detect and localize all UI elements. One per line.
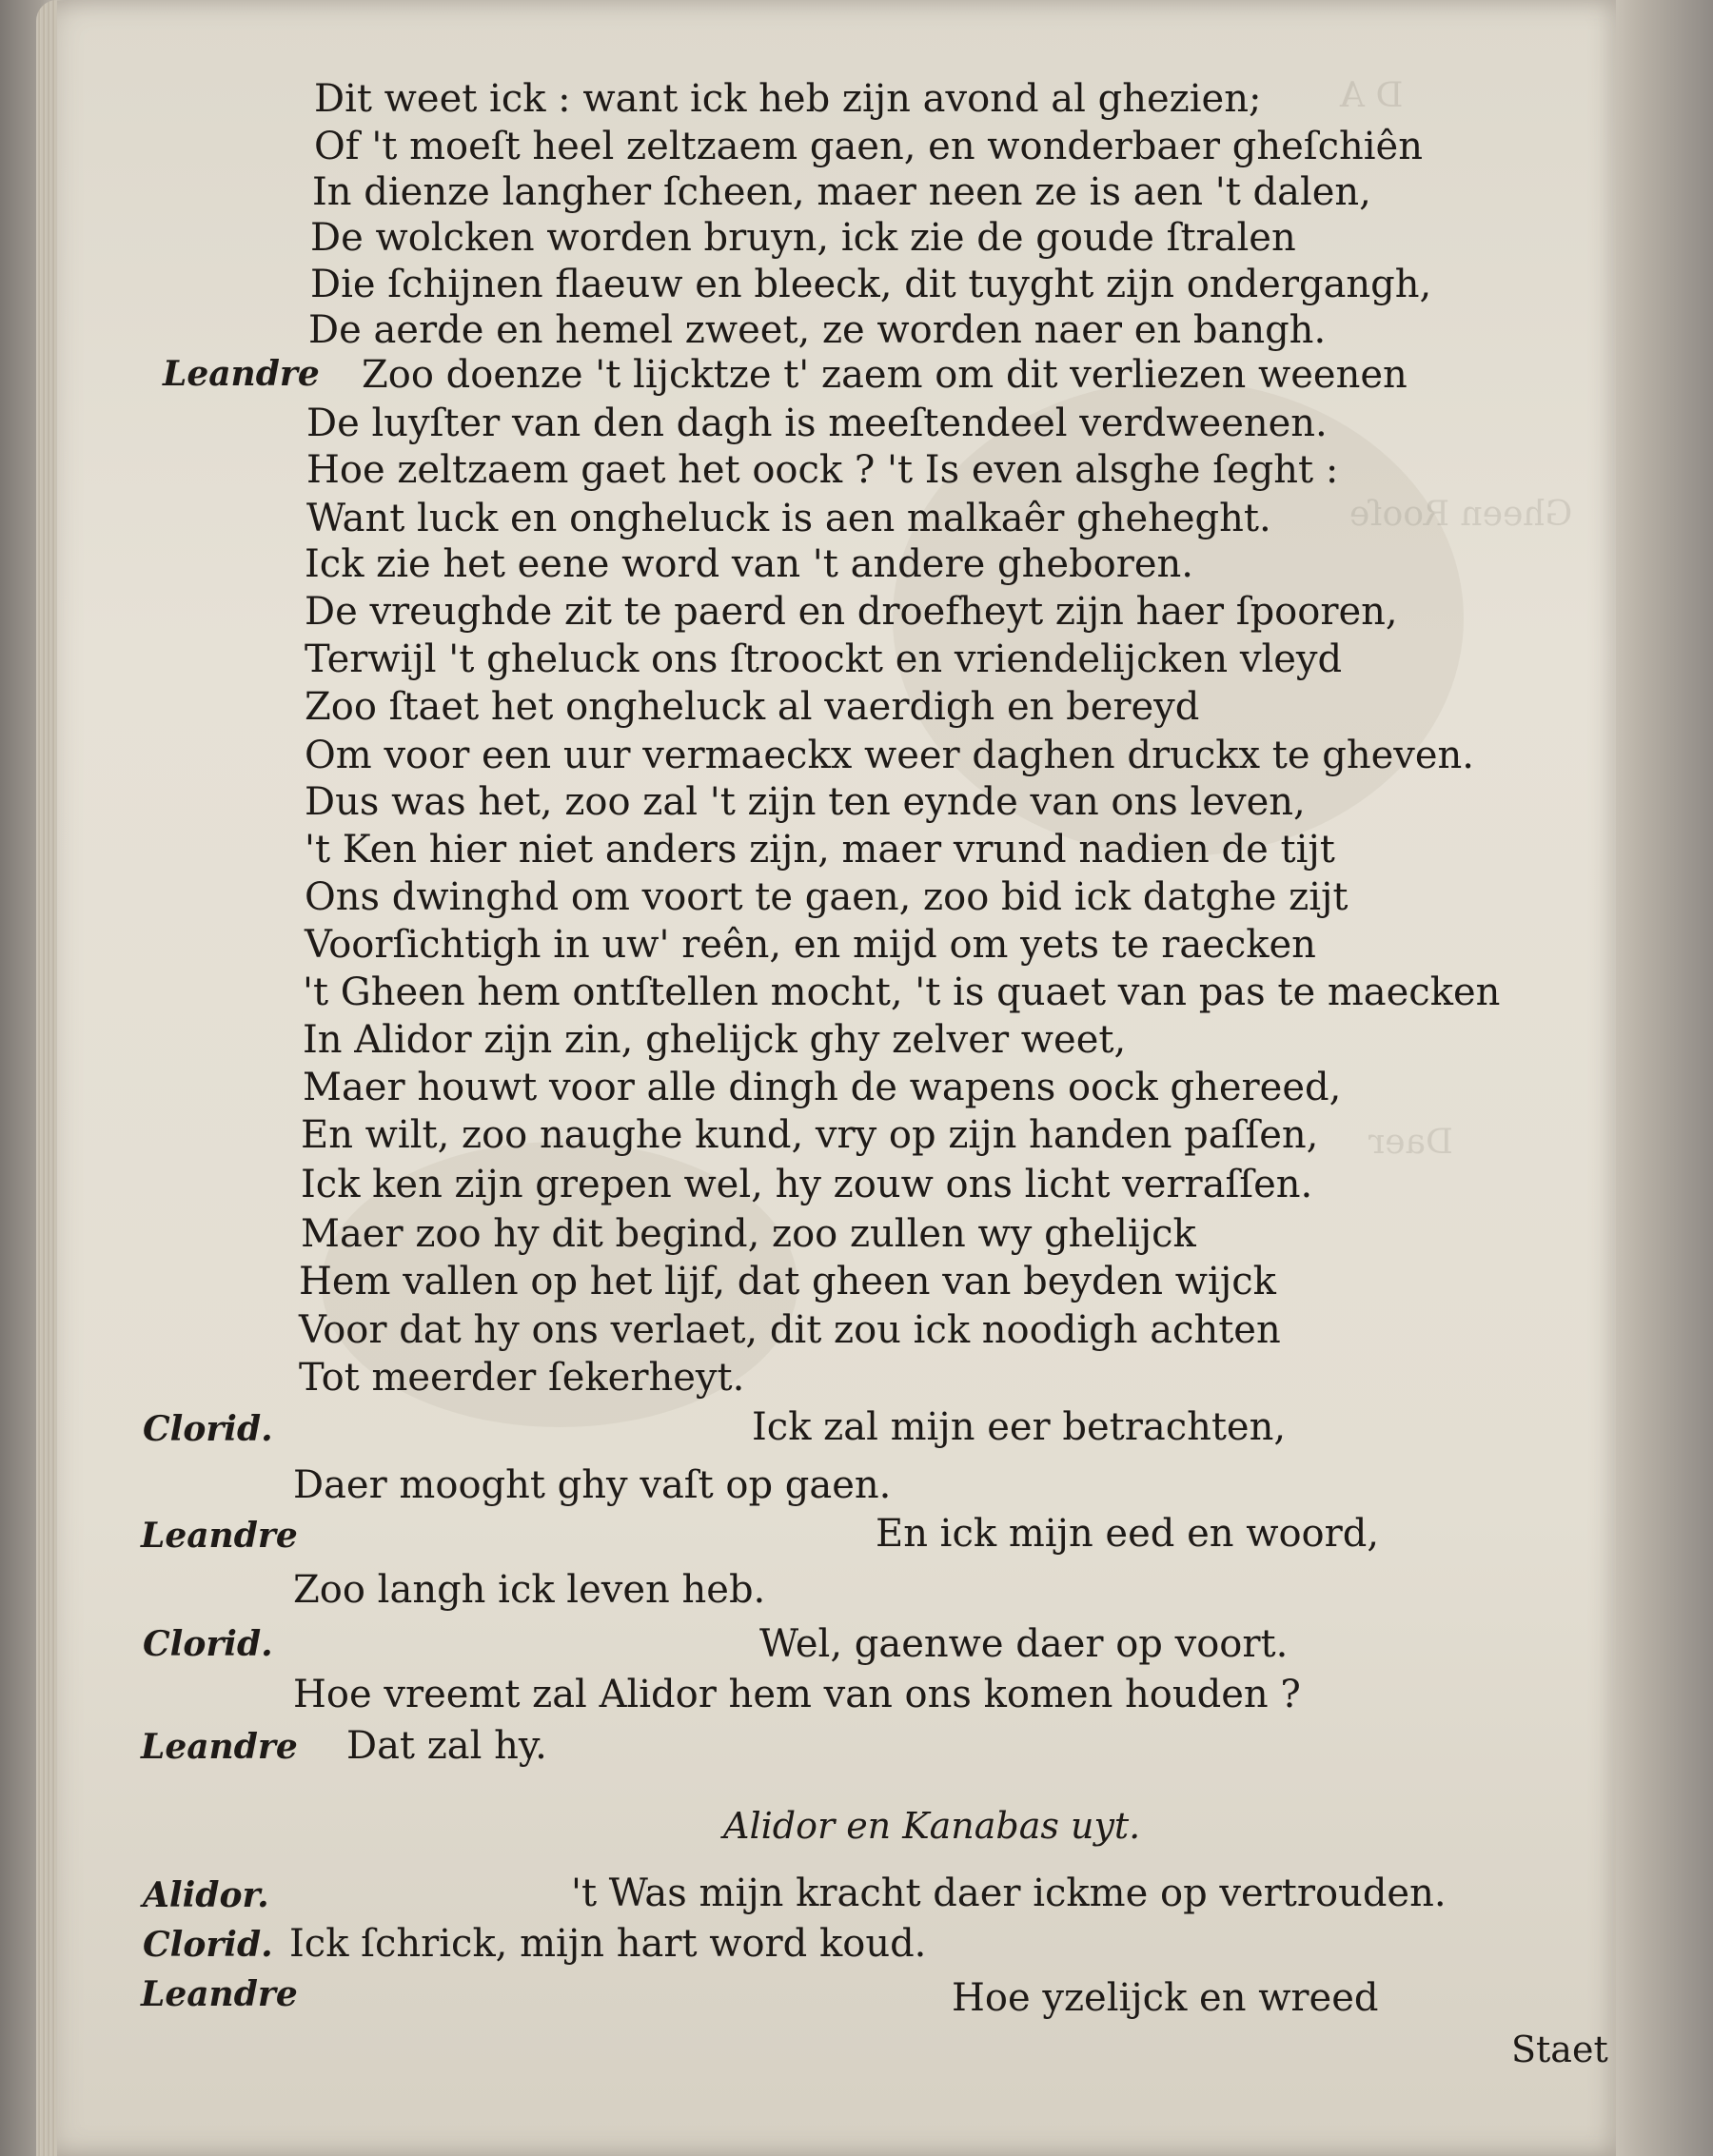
verse-line: Dat zal hy. [346, 1724, 547, 1768]
verse-line: Dus was het, zoo zal 't zijn ten eynde van ons leven, [305, 780, 1306, 824]
verse-line: Daer mooght ghy vaſt op gaen. [293, 1463, 892, 1507]
show-through-text: D A [1340, 76, 1404, 115]
verse-line: Ick ſchrick, mijn hart word koud. [289, 1922, 927, 1966]
verse-line: Hem vallen op het lijf, dat gheen van beyden wijck [299, 1260, 1276, 1303]
verse-line: 't Ken hier niet anders zijn, maer vrund nadien de tijt [305, 828, 1335, 872]
verse-line: Hoe zeltzaem gaet het oock ? 't Is even alsghe ſeght : [306, 448, 1339, 492]
verse-line: Die ſchijnen flaeuw en bleeck, dit tuyght zijn ondergangh, [310, 263, 1432, 306]
verse-line: En ick mijn eed en woord, [876, 1512, 1380, 1556]
verse-line: In Alidor zijn zin, ghelijck ghy zelver weet, [303, 1018, 1127, 1062]
verse-line: De luyſter van den dagh is meeſtendeel verdweenen. [306, 402, 1328, 445]
verse-line: In dienze langher ſcheen, maer neen ze is aen 't dalen, [312, 170, 1371, 214]
verse-line: De vreughde zit te paerd en droefheyt zijn haer ſpooren, [305, 590, 1398, 634]
speaker-label: Alidor. [143, 1875, 269, 1915]
verse-line: De aerde en hemel zweet, ze worden naer en bangh. [308, 308, 1327, 352]
verse-line: De wolcken worden bruyn, ick zie de goude ſtralen [310, 216, 1296, 260]
verse-line: Tot meerder ſekerheyt. [299, 1356, 745, 1400]
speaker-label: Leandre [141, 1727, 298, 1767]
verse-line: Ick zie het eene word van 't andere gheboren. [305, 542, 1193, 586]
speaker-label: Leandre [141, 1974, 298, 2014]
verse-line: Om voor een uur vermaeckx weer daghen druckx te gheven. [305, 734, 1475, 777]
verse-line: Maer houwt voor alle dingh de wapens oock ghereed, [303, 1066, 1342, 1109]
verse-line: Hoe yzelijck en wreed [952, 1976, 1379, 2020]
verse-line: Wel, gaenwe daer op voort. [759, 1622, 1289, 1666]
verse-line: Zoo langh ick leven heb. [293, 1568, 766, 1612]
speaker-label: Leandre [141, 1516, 298, 1556]
catchword: Staet [1511, 2029, 1608, 2070]
verse-line: Voor dat hy ons verlaet, dit zou ick noodigh achten [299, 1308, 1281, 1352]
speaker-label: Clorid. [143, 1925, 273, 1965]
page-edge [36, 0, 57, 2156]
verse-line: Dit weet ick : want ick heb zijn avond al ghezien; [314, 77, 1262, 121]
verse-line: Of 't moeſt heel zeltzaem gaen, en wonderbaer gheſchiên [314, 125, 1423, 168]
show-through-text: Gheen Rooſe [1349, 495, 1573, 534]
show-through-text: Daer [1368, 1123, 1453, 1162]
speaker-label: Clorid. [143, 1624, 273, 1664]
verse-line: En wilt, zoo naughe kund, vry op zijn handen paſſen, [301, 1113, 1319, 1157]
verse-line: Terwijl 't gheluck ons ſtroockt en vriendelijcken vleyd [305, 637, 1343, 681]
verse-line: Zoo ſtaet het ongheluck al vaerdigh en bereyd [305, 685, 1200, 729]
stage-direction: Alidor en Kanabas uyt. [723, 1805, 1141, 1847]
verse-line: 't Was mijn kracht daer ickme op vertrouden. [571, 1872, 1447, 1915]
verse-line: Voorſichtigh in uw' reên, en mijd om yets te raecken [305, 923, 1316, 967]
verse-line: Want luck en ongheluck is aen malkaêr gheheght. [306, 497, 1271, 540]
book-page [36, 0, 1616, 2156]
speaker-label: Clorid. [143, 1409, 273, 1449]
verse-line: Hoe vreemt zal Alidor hem van ons komen houden ? [293, 1673, 1301, 1716]
verse-line: Ons dwinghd om voort te gaen, zoo bid ick datghe zijt [305, 875, 1349, 919]
verse-line: 't Gheen hem ontſtellen mocht, 't is quaet van pas te maecken [303, 970, 1501, 1014]
verse-line: Zoo doenze 't lijcktze t' zaem om dit verliezen weenen [362, 353, 1408, 397]
speaker-label: Leandre [163, 354, 320, 394]
verse-line: Ick zal mijn eer betrachten, [752, 1405, 1287, 1449]
verse-line: Ick ken zijn grepen wel, hy zouw ons licht verraſſen. [301, 1163, 1313, 1206]
verse-line: Maer zoo hy dit begind, zoo zullen wy ghelijck [301, 1212, 1196, 1256]
